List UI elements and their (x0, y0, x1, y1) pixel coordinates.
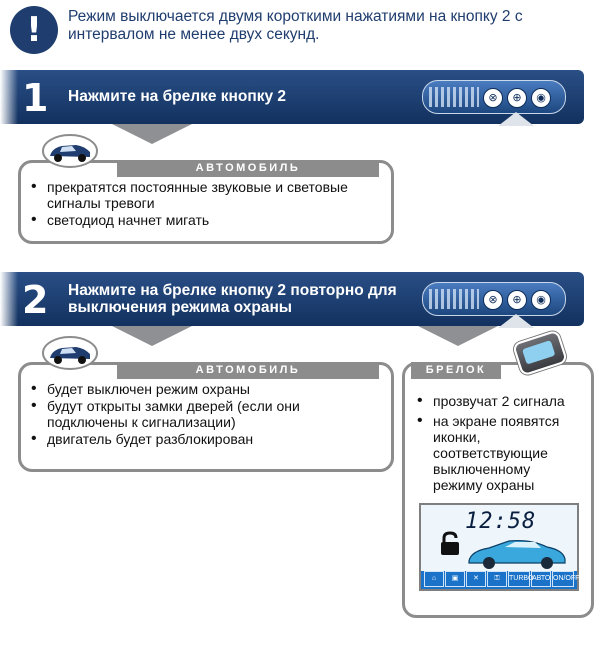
fob-box (402, 362, 594, 618)
fob-button-2-icon: ⊕ (507, 290, 527, 310)
lcd-icon-strip (421, 571, 580, 589)
step-2-label: Нажмите на брелке кнопку 2 повторно для выключения режима охраны (68, 282, 397, 316)
fob-pointer-arrow (498, 314, 534, 328)
turbo-label: TURBO (508, 571, 530, 587)
fob-box-list (415, 393, 565, 497)
list-item: • будет выключен режим охраны (29, 381, 369, 397)
car-box-list (29, 179, 369, 229)
car-box-1 (18, 160, 394, 244)
engine-icon: ✕ (466, 571, 486, 587)
door-icon: ▣ (445, 571, 465, 587)
flow-arrow (112, 326, 192, 346)
fob-box-header: БРЕЛОК (411, 362, 501, 379)
auto-label: АВТО (531, 571, 551, 587)
fob-pointer-arrow (498, 112, 534, 126)
fob-button-1-icon: ⊗ (483, 88, 503, 108)
car-box-header: АВТОМОБИЛЬ (117, 362, 379, 379)
car-box-header: АВТОМОБИЛЬ (117, 160, 379, 177)
fob-button-3-icon: ◉ (531, 290, 551, 310)
fob-lcd-screen (419, 503, 579, 591)
car-icon (42, 336, 98, 370)
flow-arrow (418, 326, 498, 346)
flow-arrow (112, 124, 192, 144)
mode-note: Режим выключается двумя короткими нажатиями на кнопку 2 с интервалом не менее двух секунд. (68, 8, 523, 43)
car-icon (465, 535, 569, 571)
lock-icon (439, 531, 461, 557)
list-item: • светодиод начнет мигать (29, 212, 369, 228)
fob-button-1-icon: ⊗ (483, 290, 503, 310)
list-item: • будут открыты замки дверей (если они подключены к сигнализации) (29, 398, 369, 430)
fob-button-2-icon: ⊕ (507, 88, 527, 108)
key-fob-icon (422, 80, 566, 114)
step-1-number: 1 (22, 76, 49, 120)
car-icon (42, 134, 98, 168)
key-icon: ⚿ (487, 571, 507, 587)
car-box-list (29, 381, 369, 448)
alarm-icon: ⌂ (424, 571, 444, 587)
list-item: • прекратятся постоянные звуковые и световые сигналы тревоги (29, 179, 369, 211)
lcd-time: 12:58 (465, 509, 537, 534)
fob-button-3-icon: ◉ (531, 88, 551, 108)
step-1-label: Нажмите на брелке кнопку 2 (68, 88, 287, 105)
list-item: • двигатель будет разблокирован (29, 431, 369, 447)
list-item: • на экране появятся иконки, соответствующие выключенному режиму охраны (415, 413, 565, 493)
key-fob-icon (422, 282, 566, 316)
exclamation-icon: ! (10, 6, 58, 54)
list-item: • прозвучат 2 сигнала (415, 393, 565, 409)
step-2-number: 2 (22, 278, 49, 322)
car-box-2 (18, 362, 394, 472)
onoff-label: ON/OFF (552, 571, 574, 587)
